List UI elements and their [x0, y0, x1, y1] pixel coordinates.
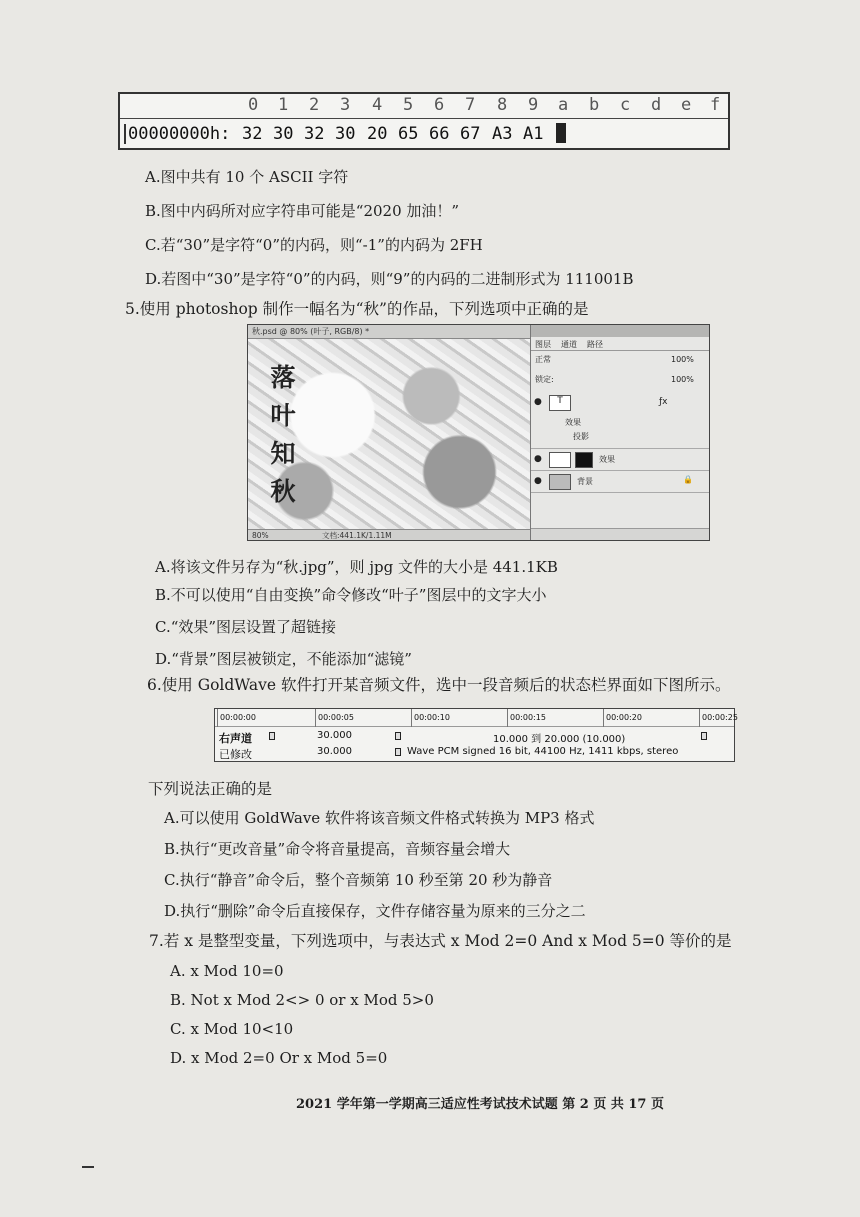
q6-prompt: 下列说法正确的是 — [148, 780, 273, 798]
layer-thumb — [549, 452, 571, 468]
eye-icon[interactable]: ● — [534, 397, 542, 407]
gw-indicator — [395, 748, 401, 756]
goldwave-status-bar — [214, 708, 738, 762]
gw-tick: 00:00:10 — [414, 713, 450, 722]
opacity-value[interactable]: 100% — [671, 355, 694, 364]
ps-canvas — [248, 339, 530, 529]
hex-col: 6 — [434, 95, 445, 115]
gw-channel: 右声道 — [219, 732, 252, 745]
layer-background[interactable] — [531, 471, 710, 493]
q5-option-b: B.不可以使用“自由变换”命令修改“叶子”图层中的文字大小 — [155, 586, 547, 604]
ps-layers-panel — [530, 325, 710, 541]
ps-panel-bottombar — [531, 528, 710, 541]
hex-viewer — [118, 92, 730, 150]
q5-option-a: A.将该文件另存为“秋.jpg”，则 jpg 文件的大小是 441.1KB — [155, 558, 558, 576]
gw-format: Wave PCM signed 16 bit, 44100 Hz, 1411 kbps, stereo — [407, 746, 679, 757]
ps-zoom: 80% — [252, 531, 269, 540]
hex-column-header — [120, 94, 728, 119]
tab-layers[interactable]: 图层 — [535, 340, 551, 349]
lock-label: 锁定: — [535, 375, 554, 384]
hex-byte: A3 — [492, 124, 513, 144]
layer-name: 效果 — [599, 455, 615, 464]
blend-mode-select[interactable]: 正常 — [535, 355, 551, 364]
ps-canvas-text: 落叶知秋 — [270, 363, 296, 506]
hex-col: 0 — [248, 95, 259, 115]
hex-col: 4 — [372, 95, 383, 115]
q7-option-d: D. x Mod 2=0 Or x Mod 5=0 — [170, 1049, 388, 1067]
gw-status: 已修改 — [219, 748, 252, 761]
hex-col: a — [558, 95, 569, 115]
layer-thumb — [549, 474, 571, 490]
gw-duration: 30.000 — [317, 746, 352, 757]
q4-option-d: D.若图中“30”是字符“0”的内码，则“9”的内码的二进制形式为 111001B — [145, 270, 634, 288]
hex-col: 3 — [340, 95, 351, 115]
hex-byte: 30 — [273, 124, 294, 144]
ps-status-bar — [248, 529, 530, 541]
hex-col: 2 — [309, 95, 320, 115]
ps-window-title: 秋.psd @ 80% (叶子, RGB/8) * — [248, 325, 530, 339]
q6-option-a: A.可以使用 GoldWave 软件将该音频文件格式转换为 MP3 格式 — [164, 809, 595, 827]
layer-mask-thumb — [575, 452, 593, 468]
photoshop-screenshot — [247, 324, 710, 541]
q5-option-d: D.“背景”图层被锁定，不能添加“滤镜” — [155, 650, 412, 668]
hex-col: 8 — [497, 95, 508, 115]
gw-tick: 00:00:20 — [606, 713, 642, 722]
q7-option-a: A. x Mod 10=0 — [170, 962, 284, 980]
q6-option-b: B.执行“更改音量”命令将音量提高，音频容量会增大 — [164, 840, 511, 858]
hex-col: f — [710, 95, 721, 115]
hex-col: 7 — [465, 95, 476, 115]
q7-stem: 7.若 x 是整型变量，下列选项中，与表达式 x Mod 2=0 And x Mod 5=0 等价的是 — [149, 932, 732, 950]
q4-option-b: B.图中内码所对应字符串可能是“2020 加油！” — [145, 202, 460, 220]
eye-icon[interactable]: ● — [534, 454, 542, 464]
q7-option-b: B. Not x Mod 2<> 0 or x Mod 5>0 — [170, 991, 434, 1009]
ps-doc-size: 文档:441.1K/1.11M — [322, 531, 392, 540]
eye-icon[interactable]: ● — [534, 476, 542, 486]
q5-option-c: C.“效果”图层设置了超链接 — [155, 618, 337, 636]
hex-byte: 20 — [367, 124, 388, 144]
gw-selection: 10.000 到 20.000 (10.000) — [493, 734, 626, 745]
q6-stem: 6.使用 GoldWave 软件打开某音频文件，选中一段音频后的状态栏界面如下图所示。 — [147, 676, 731, 694]
hex-col: 5 — [403, 95, 414, 115]
text-layer-thumb: T — [549, 395, 571, 411]
edge-mark — [82, 1166, 94, 1168]
q6-option-d: D.执行“删除”命令后直接保存，文件存储容量为原来的三分之二 — [164, 902, 586, 920]
gw-time-ruler — [215, 709, 738, 727]
gw-indicator — [269, 732, 275, 740]
hex-col: e — [681, 95, 692, 115]
tab-paths[interactable]: 路径 — [587, 340, 603, 349]
q6-option-c: C.执行“静音”命令后，整个音频第 10 秒至第 20 秒为静音 — [164, 871, 553, 889]
hex-byte: 65 — [398, 124, 419, 144]
hex-col: 1 — [278, 95, 289, 115]
gw-tick: 00:00:00 — [220, 713, 256, 722]
hex-byte: 32 — [304, 124, 325, 144]
hex-col: b — [589, 95, 600, 115]
hex-col: 9 — [528, 95, 539, 115]
q4-option-a: A.图中共有 10 个 ASCII 字符 — [145, 168, 349, 186]
hex-byte: 30 — [335, 124, 356, 144]
hex-byte: 67 — [460, 124, 481, 144]
q5-stem: 5.使用 photoshop 制作一幅名为“秋”的作品，下列选项中正确的是 — [125, 300, 589, 318]
layer-effect: 投影 — [573, 432, 589, 441]
gw-tick: 00:00:15 — [510, 713, 546, 722]
gw-indicator — [395, 732, 401, 740]
hex-col: c — [620, 95, 631, 115]
fill-value[interactable]: 100% — [671, 375, 694, 384]
tab-channels[interactable]: 通道 — [561, 340, 577, 349]
fx-icon: ƒx — [659, 397, 668, 407]
gw-duration: 30.000 — [317, 730, 352, 741]
q7-option-c: C. x Mod 10<10 — [170, 1020, 294, 1038]
hex-address: 00000000h: — [124, 124, 230, 144]
gw-indicator — [701, 732, 707, 740]
hex-cursor — [556, 123, 566, 143]
page-footer: 2021 学年第一学期高三适应性考试技术试题 第 2 页 共 17 页 — [296, 1097, 664, 1112]
ps-panel-topbar — [531, 325, 710, 337]
layer-text[interactable] — [531, 393, 710, 449]
ps-panel-tabs — [531, 337, 710, 351]
layer-name: 背景 — [577, 477, 593, 486]
hex-col: d — [651, 95, 662, 115]
gw-tick: 00:00:25 — [702, 713, 738, 722]
gw-tick: 00:00:05 — [318, 713, 354, 722]
layer-effect-layer[interactable] — [531, 449, 710, 471]
layer-effect: 效果 — [565, 418, 581, 427]
q4-option-c: C.若“30”是字符“0”的内码，则“-1”的内码为 2FH — [145, 236, 483, 254]
lock-icon: 🔒 — [683, 475, 693, 484]
hex-byte: 32 — [242, 124, 263, 144]
hex-byte: 66 — [429, 124, 450, 144]
hex-byte: A1 — [523, 124, 544, 144]
